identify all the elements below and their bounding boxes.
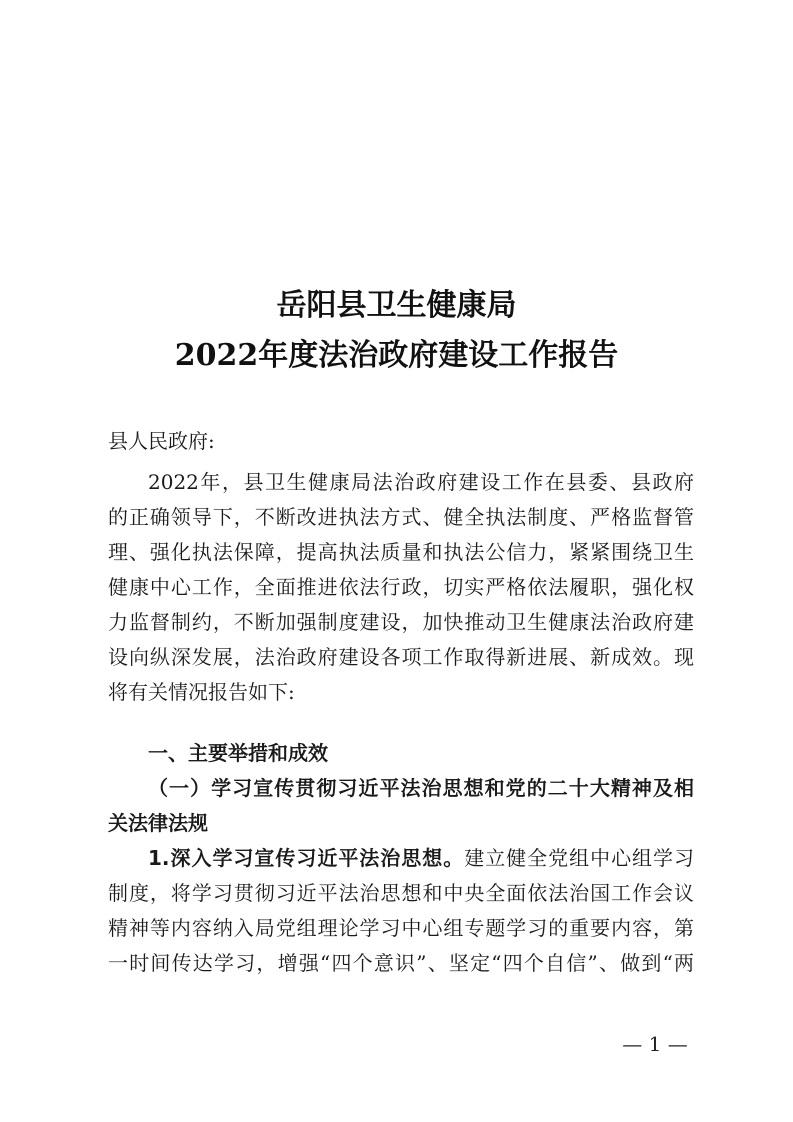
paragraph-line: 理、强化执法保障，提高执法质量和执法公信力，紧紧围绕卫生 [108,540,694,564]
paragraph-lead: 1.深入学习宣传习近平法治思想。 [148,846,465,870]
subsection-heading [108,771,694,841]
paragraph-line: 健康中心工作，全面推进依法行政，切实严格依法履职，强化权 [108,575,694,599]
salutation: 县人民政府: [108,429,215,453]
paragraph-line: 力监督制约，不断加强制度建设，加快推动卫生健康法治政府建 [108,610,694,634]
document-title-line1: 岳阳县卫生健康局 [276,288,517,323]
paragraph-line: 的正确领导下，不断改进执法方式、健全执法制度、严格监督管 [108,505,694,529]
heading-line: （一）学习宣传贯彻习近平法治思想和党的二十大精神及相 [148,776,694,800]
paragraph-line: 设向纵深发展，法治政府建设各项工作取得新进展、新成效。现 [108,645,694,669]
paragraph-line: 2022年，县卫生健康局法治政府建设工作在县委、县政府 [148,470,694,494]
paragraph-study [108,841,694,981]
document-title-line2: 2022年度法治政府建设工作报告 [174,338,619,373]
paragraph-line: 精神等内容纳入局党组理论学习中心组专题学习的重要内容，第 [108,916,694,940]
section-heading: 一、主要举措和成效 [148,741,328,765]
paragraph-line: 一时间传达学习，增强“四个意识”、坚定“四个自信”、做到“两 [108,951,694,975]
paragraph-line: 制度，将学习贯彻习近平法治思想和中央全面依法治国工作会议 [108,881,694,905]
page-number: — 1 — [622,1032,688,1056]
paragraph-line [108,841,694,876]
paragraph-intro [108,465,694,710]
paragraph-line-rest: 建立健全党组中心组学习 [464,846,695,870]
heading-line: 关法律法规 [108,811,208,835]
paragraph-line: 将有关情况报告如下: [108,680,295,704]
